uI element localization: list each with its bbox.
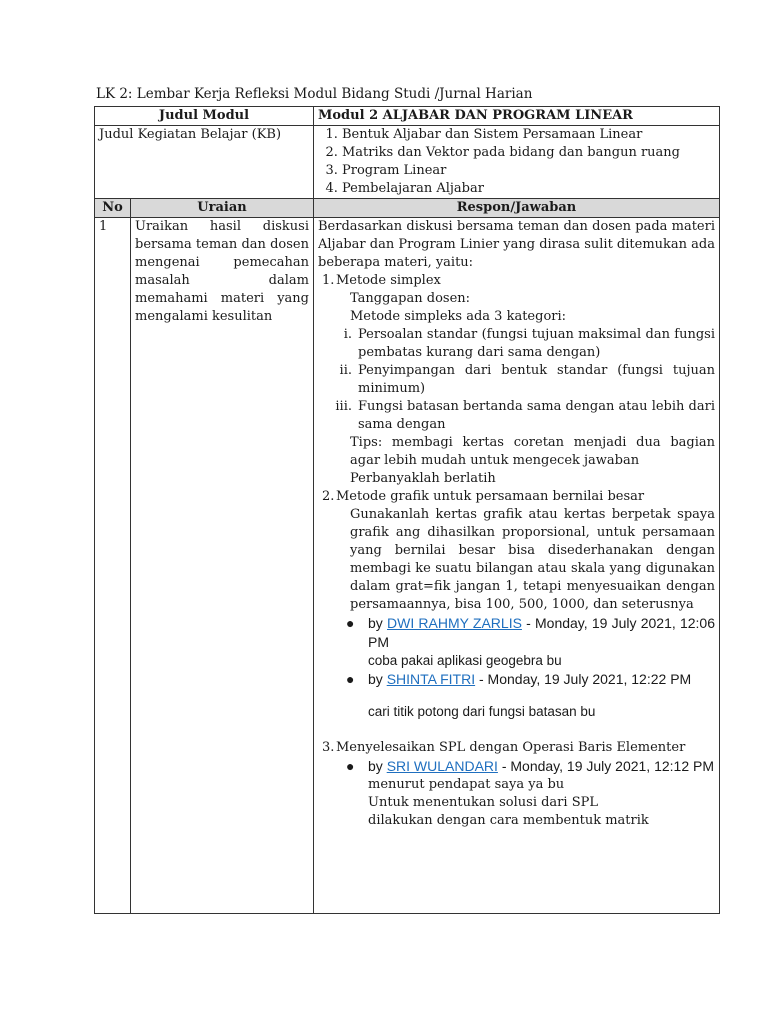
comment-text: Untuk menentukan solusi dari SPL [368,795,598,810]
kb-item: 4. Pembelajaran Aljabar [342,180,715,198]
uraian-text: Uraikan hasil diskusi bersama teman dan dosen mengenai pemecahan masalah dalam memahami materi yang mengalami kesulitan [131,218,314,914]
judul-modul-label: Judul Modul [95,107,314,126]
modul-title: Modul 2 ALJABAR DAN PROGRAM LINEAR [314,107,720,126]
col-respon: Respon/Jawaban [314,199,720,218]
sub-item [318,326,715,362]
kb-item: 2. Matriks dan Vektor pada bidang dan bangun ruang [342,144,715,162]
column-header-row [95,199,720,218]
item-title: Metode grafik untuk persamaan bernilai besar [336,489,645,504]
list-item [318,272,715,290]
comment [318,757,715,776]
kb-item: 3. Program Linear [342,162,715,180]
kb-list-cell [314,126,720,199]
list-item [318,739,715,757]
sub-text: Fungsi batasan bertanda sama dengan atau lebih dari sama dengan [358,399,715,432]
tips-text: Tips: membagi kertas coretan menjadi dua bagian agar lebih mudah untuk mengecek jawaban [350,435,715,468]
comment-text: cari titik potong dari fungsi batasan bu [368,704,596,719]
kb-label: Judul Kegiatan Belajar (KB) [95,126,314,199]
item-number: 1. [322,273,335,288]
respon-cell [314,218,720,914]
comment-text: dilakukan dengan cara membentuk matrik [368,813,649,828]
sub-item [318,362,715,398]
comment [318,614,715,652]
sub-number: iii. [335,399,352,414]
worksheet-table [94,106,720,914]
page-title: LK 2: Lembar Kerja Refleksi Modul Bidang Studi /Jurnal Harian [96,86,533,102]
comment-author-link[interactable]: DWI RAHMY ZARLIS [387,615,522,631]
comment-time: - Monday, 19 July 2021, 12:22 PM [479,671,692,687]
bullet-icon: ● [346,671,355,687]
row-number: 1 [95,218,131,914]
comment-text: menurut pendapat saya ya bu [368,777,565,792]
comment-time: - Monday, 19 July 2021, 12:12 PM [501,758,715,774]
bullet-icon: ● [346,615,355,631]
col-no: No [95,199,131,218]
list-item [318,488,715,506]
tanggapan-label: Tanggapan dosen: [350,291,471,306]
sub-number: ii. [339,363,352,378]
sub-item [318,398,715,434]
kb-row [95,126,720,199]
sub-text: Persoalan standar (fungsi tujuan maksimal dan fungsi pembatas kurang dari sama dengan) [358,327,715,360]
item-title: Metode simplex [336,273,441,288]
comment-author-link[interactable]: SHINTA FITRI [386,671,476,687]
comment [318,670,715,689]
comment-by: by [368,615,383,631]
sub-number: i. [343,327,352,342]
comment-text: coba pakai aplikasi geogebra bu [368,653,562,668]
header-row [95,107,720,126]
kb-list [318,126,715,198]
comment-by: by [368,758,383,774]
intro-text: Berdasarkan diskusi bersama teman dan dosen pada materi Aljabar dan Program Linier yang dirasa sulit ditemukan ada beberapa materi, yaitu: [318,219,715,270]
kb-item: 1. Bentuk Aljabar dan Sistem Persamaan Linear [342,126,715,144]
item-title: Menyelesaikan SPL dengan Operasi Baris Elementer [336,740,686,755]
item-number: 2. [322,489,335,504]
col-uraian: Uraian [131,199,314,218]
item-number: 3. [322,740,335,755]
kategori-text: Metode simpleks ada 3 kategori: [350,309,567,324]
latih-text: Perbanyaklah berlatih [350,471,496,486]
bullet-icon: ● [346,758,355,774]
comment-by: by [368,671,383,687]
comment-time: - Monday, 19 July 2021, 12:06 PM [368,615,715,650]
comment-author-link[interactable]: SRI WULANDARI [386,758,498,774]
table-row [95,218,720,914]
item-body: Gunakanlah kertas grafik atau kertas berpetak spaya grafik ang dihasilkan proporsional, untuk persamaan yang bernilai besar bisa disederhanakan dengan membagi ke suatu bilangan atau skala yang digunakan dalam grat=fik jangan 1, tetapi menyesuaikan dengan persamaannya, bisa 100, 500, 1000, dan seterusnya [350,507,715,612]
sub-text: Penyimpangan dari bentuk standar (fungsi tujuan minimum) [358,363,715,396]
